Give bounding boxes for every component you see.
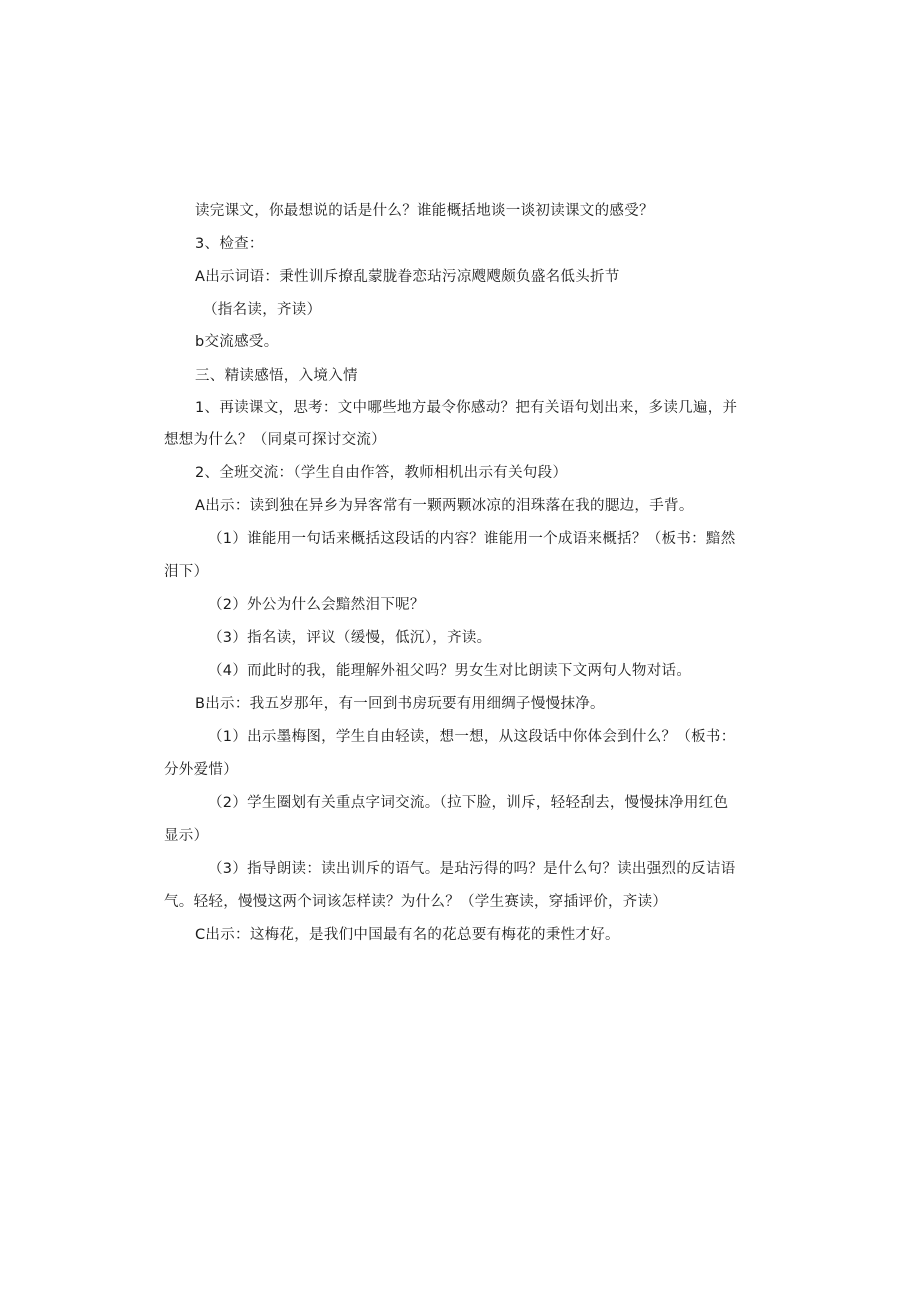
text-line: （1）谁能用一句话来概括这段话的内容？谁能用一个成语来概括？（板书：黯然 (208, 531, 736, 547)
section-heading: 三、精读感悟，入境入情 (195, 368, 358, 384)
text-line: 读完课文，你最想说的话是什么？谁能概括地谈一谈初读课文的感受？ (195, 203, 654, 219)
text-line: 1、再读课文，思考：文中哪些地方最令你感动？把有关语句划出来，多读几遍，并 (195, 400, 738, 416)
text-line: （3）指名读，评议（缓慢，低沉），齐读。 (208, 630, 492, 646)
text-line: A出示：读到独在异乡为异客常有一颗两颗冰凉的泪珠落在我的腮边，手背。 (195, 498, 694, 514)
text-line: 2、全班交流：（学生自由作答，教师相机出示有关句段） (195, 465, 568, 481)
text-line: （2）学生圈划有关重点字词交流。（拉下脸，训斥，轻轻刮去，慢慢抹净用红色 (208, 795, 729, 811)
text-line: 气。轻轻，慢慢这两个词该怎样读？为什么？（学生赛读，穿插评价，齐读） (164, 894, 668, 910)
text-line: 显示） (164, 828, 209, 844)
text-line: （1）出示墨梅图，学生自由轻读，想一想，从这段话中你体会到什么？（板书： (208, 729, 736, 745)
text-line: （2）外公为什么会黯然泪下呢？ (208, 597, 425, 613)
text-line: B出示：我五岁那年，有一回到书房玩要有用细绸子慢慢抹净。 (195, 696, 605, 712)
text-line: （3）指导朗读：读出训斥的语气。是玷污得的吗？是什么句？读出强烈的反诘语 (208, 861, 736, 877)
text-line: 想想为什么？（同桌可探讨交流） (164, 432, 386, 448)
text-line: A出示词语：秉性训斥撩乱蒙胧眷恋玷污凉飕飕颇负盛名低头折节 (195, 269, 620, 285)
text-line: 泪下） (164, 564, 209, 580)
text-line: 分外爱惜） (164, 762, 238, 778)
text-line: C出示：这梅花，是我们中国最有名的花总要有梅花的秉性才好。 (195, 927, 620, 943)
text-line: 3、检查： (195, 236, 264, 252)
text-line: （指名读，齐读） (203, 302, 322, 318)
text-line: b交流感受。 (195, 334, 279, 350)
text-line: （4）而此时的我，能理解外祖父吗？男女生对比朗读下文两句人物对话。 (208, 663, 692, 679)
